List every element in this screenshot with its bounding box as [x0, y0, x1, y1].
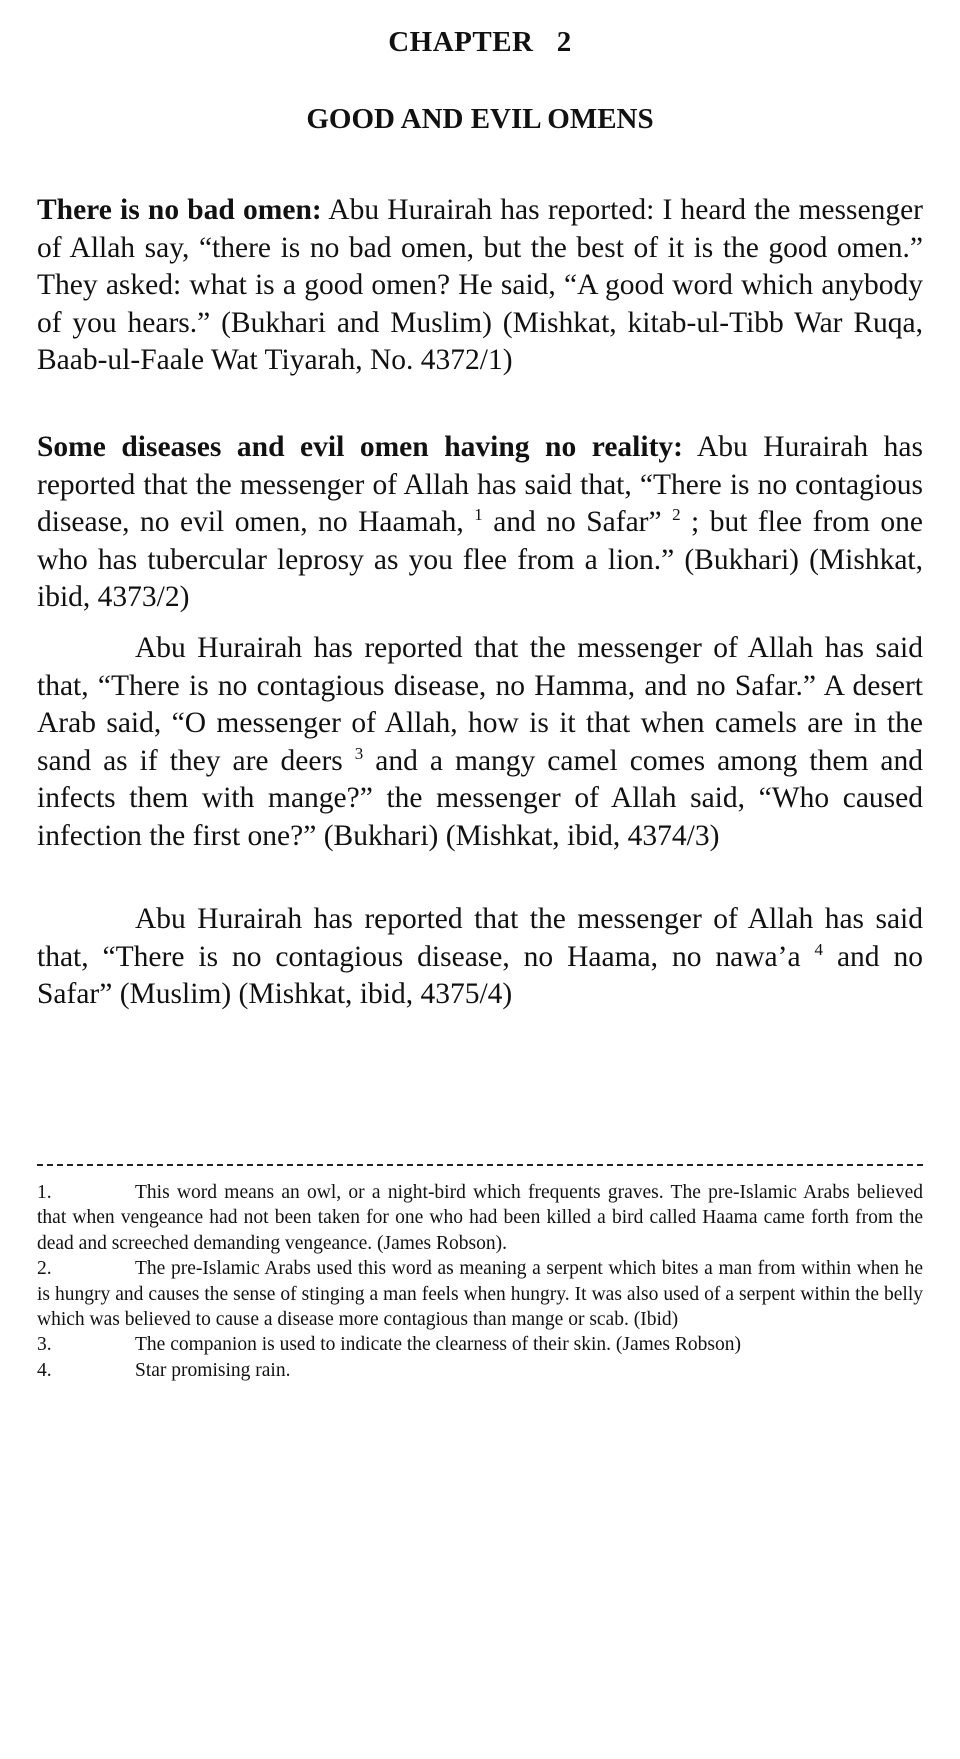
footnote-ref[interactable]: 2 [672, 505, 681, 525]
paragraph-lead: Some diseases and evil omen having no reality: [37, 431, 683, 463]
footnote-number: 4. [37, 1359, 52, 1381]
paragraph-text: Abu Hurairah has reported that the messenger of Allah has said that, “There is no contagious disease, no evil omen, no Haamah, [37, 431, 923, 538]
footnote-item [37, 1256, 923, 1332]
footnote-item [37, 1180, 923, 1256]
footnote-ref[interactable]: 3 [354, 743, 364, 763]
footnote-separator [37, 1164, 923, 1166]
paragraph-text: ; but flee from one who has tubercular leprosy as you flee from a lion.” (Bukhari) (Mishkat, ibid, 4373/2) [37, 506, 923, 613]
footnote-text: This word means an owl, or a night-bird which frequents graves. The pre-Islamic Arabs believed that when vengeance had not been taken for one who had been killed a bird called Haama came forth from the dead and screeched demanding vengeance. (James Robson). [37, 1182, 923, 1254]
footnote-text: The pre-Islamic Arabs used this word as meaning a serpent which bites a man from within when he is hungry and causes the sense of stinging a man feels when hungry. It was also used of a serpent within the belly which was believed to cause a disease more contagious than mange or scab. (Ibid) [37, 1258, 923, 1331]
footnote-number: 2. [37, 1258, 52, 1280]
paragraph-text: and no Safar” (Muslim) (Mishkat, ibid, 4375/4) [37, 940, 923, 1010]
footnotes [37, 1180, 923, 1383]
footnote-item [37, 1332, 923, 1357]
footnote-text: The companion is used to indicate the clearness of their skin. (James Robson) [135, 1334, 741, 1356]
paragraph-text: and no Safar” [482, 506, 673, 538]
paragraph-text: and a mangy camel comes among them and infects them with mange?” the messenger of Allah said, “Who caused infection the first one?” (Bukhari) (Mishkat, ibid, 4374/3) [37, 744, 923, 852]
paragraph-text: Abu Hurairah has reported: I heard the messenger of Allah say, “there is no bad omen, but the best of it is the good omen.” They asked: what is a good omen? He said, “A good word which anybody of you hears.” (Bukhari and Muslim) (Mishkat, kitab-ul-Tibb War Ruqa, Baab-ul-Faale Wat Tiyarah, No. 4372/1) [37, 194, 923, 376]
footnote-item [37, 1358, 923, 1383]
footnote-number: 1. [37, 1182, 52, 1203]
paragraph-text: Abu Hurairah has reported that the messenger of Allah has said that, “There is no contagious disease, no Hamma, and no Safar.” A desert Arab said, “O messenger of Allah, how is it that when camels are in the sand as if they are deers [37, 632, 923, 777]
chapter-heading: CHAPTER 2 [388, 26, 572, 58]
paragraph-text: Abu Hurairah has reported that the messenger of Allah has said that, “There is no contagious disease, no Haama, no nawa’a [37, 903, 923, 973]
footnote-ref[interactable]: 4 [814, 939, 824, 959]
paragraph-lead: There is no bad omen: [37, 194, 322, 226]
footnote-text: Star promising rain. [135, 1359, 291, 1381]
paragraph-camels [37, 630, 923, 855]
paragraph-no-bad-omen [37, 192, 923, 380]
chapter-title: GOOD AND EVIL OMENS [306, 103, 654, 135]
paragraph-diseases [37, 429, 923, 617]
footnote-ref[interactable]: 1 [474, 505, 483, 525]
footnote-number: 3. [37, 1334, 52, 1356]
paragraph-haama [37, 901, 923, 1014]
